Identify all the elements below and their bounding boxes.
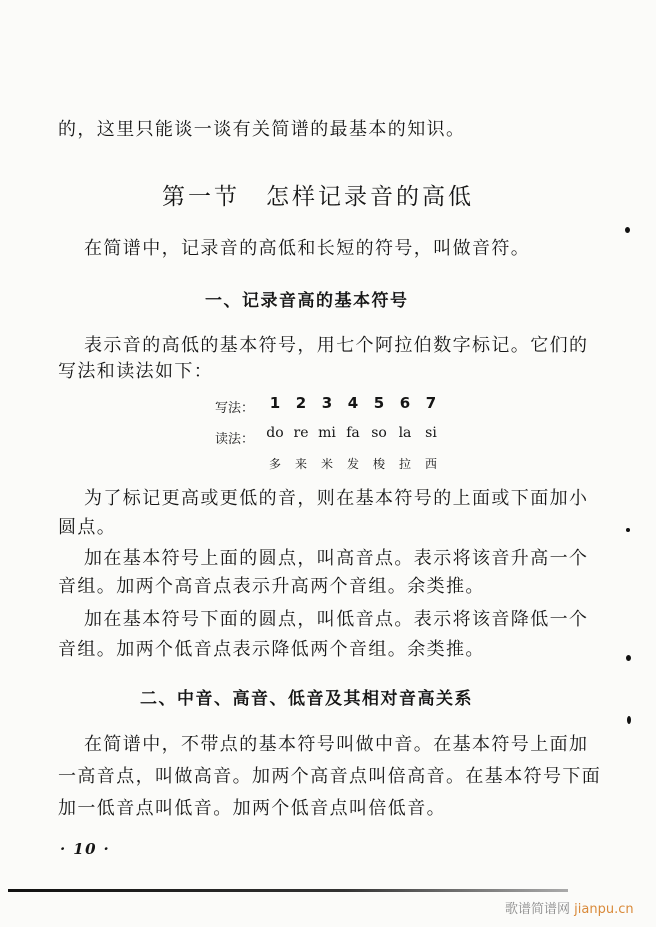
paragraph-line: 圆点。 [58,517,117,538]
note-number: 2 [295,394,307,412]
solfege-row [262,425,444,441]
page-number: · 10 · [60,840,111,858]
solfege: mi [318,425,336,441]
write-label: 写法： [215,401,255,416]
note-number: 4 [347,394,359,412]
solfege: si [425,425,437,441]
read-label: 读法： [215,432,255,447]
note-number: 5 [373,394,385,412]
paragraph-line: 一高音点，叫做高音。加两个高音点叫倍高音。在基本符号下面 [58,766,602,787]
number-row [262,394,444,412]
note-number: 3 [321,394,333,412]
paragraph-line: 在简谱中，记录音的高低和长短的符号，叫做音符。 [84,238,531,259]
watermark-cn: 歌谱简谱网 [505,902,571,917]
chinese-syllable: 来 [294,457,307,471]
scan-speck [626,655,631,661]
paragraph-line: 加在基本符号下面的圆点，叫低音点。表示将该音降低一个 [84,609,589,630]
watermark-en: jianpu.cn [574,902,634,917]
subheading: 二、中音、高音、低音及其相对音高关系 [140,689,473,709]
paragraph-line: 音组。加两个高音点表示升高两个音组。余类推。 [58,576,485,597]
scan-speck [625,227,630,233]
scan-speck [627,716,631,724]
paragraph-line: 音组。加两个低音点表示降低两个音组。余类推。 [58,639,485,660]
solfege: do [266,425,284,441]
paragraph-line: 加一低音点叫低音。加两个低音点叫倍低音。 [58,798,446,819]
scan-speck [626,528,630,532]
paragraph-line: 的，这里只能谈一谈有关简谱的最基本的知识。 [58,119,466,140]
note-number: 1 [269,394,281,412]
subheading: 一、记录音高的基本符号 [205,291,409,311]
paragraph-line: 加在基本符号上面的圆点，叫高音点。表示将该音升高一个 [84,548,589,569]
paragraph-line: 在简谱中，不带点的基本符号叫做中音。在基本符号上面加 [84,734,589,755]
chinese-row [262,455,444,472]
section-title: 第一节 怎样记录音的高低 [162,184,474,210]
chinese-syllable: 多 [268,457,281,471]
chinese-syllable: 西 [424,457,437,471]
solfege: la [398,425,412,441]
note-number: 7 [425,394,437,412]
solfege: so [371,425,387,441]
paragraph-line: 表示音的高低的基本符号，用七个阿拉伯数字标记。它们的 [84,335,589,356]
chinese-syllable: 拉 [398,457,411,471]
solfege: fa [346,425,360,441]
bottom-rule [8,889,568,892]
watermark [505,898,634,917]
note-number: 6 [399,394,411,412]
chinese-syllable: 梭 [372,457,385,471]
paragraph-line: 为了标记更高或更低的音，则在基本符号的上面或下面加小 [84,488,589,509]
paragraph-line: 写法和读法如下： [58,361,214,382]
chinese-syllable: 米 [320,457,333,471]
chinese-syllable: 发 [346,457,359,471]
solfege: re [293,425,309,441]
